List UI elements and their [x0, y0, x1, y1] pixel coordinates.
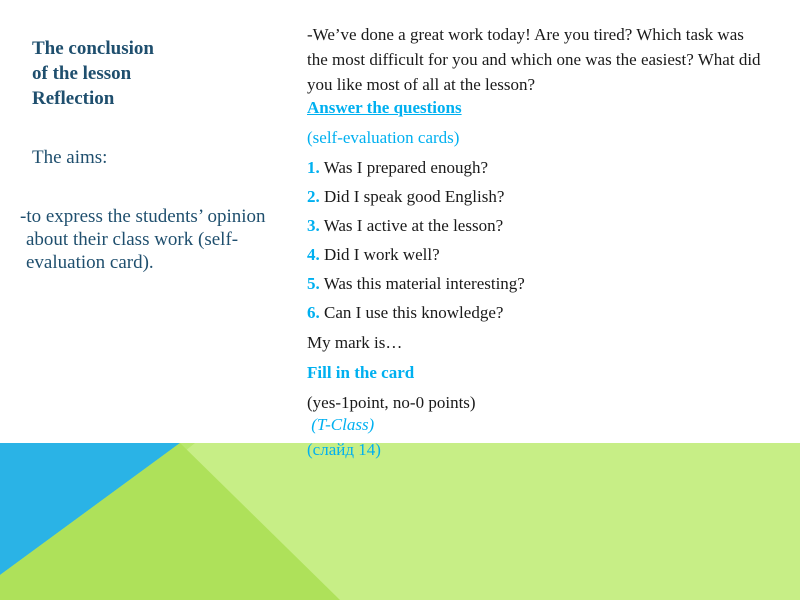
title-line: The conclusion [32, 38, 154, 59]
question-text: Was I active at the lesson? [319, 216, 504, 235]
aims-body: to express the students’ opinion about their class work (self-evaluation card). [26, 206, 266, 273]
aims-label: The aims: [32, 147, 108, 168]
question-text: Was I prepared enough? [319, 158, 488, 177]
question-item [307, 303, 503, 323]
title-line: Reflection [32, 88, 115, 109]
question-item [307, 274, 525, 294]
right-column [307, 22, 777, 459]
mark-line: My mark is… [307, 333, 403, 352]
cards-note: (self-evaluation cards) [307, 128, 460, 147]
question-item [307, 158, 488, 178]
intro-text: -We’ve done a great work today! Are you tired? Which task was the most difficult for you and which one was the easiest? What did you like most of all at the lesson? [307, 25, 761, 94]
lesson-title [32, 36, 282, 111]
title-line: of the lesson [32, 63, 132, 84]
aims-text [20, 205, 296, 274]
question-text: Was this material interesting? [319, 274, 525, 293]
fill-card-heading: Fill in the card [307, 363, 415, 382]
aims-dash: - [20, 206, 27, 227]
question-item [307, 187, 504, 207]
slide-reference: (слайд 14) [307, 440, 381, 459]
tclass-label: (T-Class) [307, 415, 375, 434]
question-item [307, 216, 503, 236]
question-number: 2. [307, 187, 320, 206]
question-text: Did I speak good English? [319, 187, 505, 206]
left-column [0, 0, 300, 300]
question-text: Can I use this knowledge? [319, 303, 504, 322]
question-number: 3. [307, 216, 320, 235]
question-number: 5. [307, 274, 320, 293]
question-number: 1. [307, 158, 320, 177]
question-text: Did I work well? [319, 245, 440, 264]
answer-questions-heading: Answer the questions [307, 98, 462, 117]
question-number: 4. [307, 245, 320, 264]
question-number: 6. [307, 303, 320, 322]
question-item [307, 245, 440, 265]
points-note: (yes-1point, no-0 points) [307, 393, 476, 412]
